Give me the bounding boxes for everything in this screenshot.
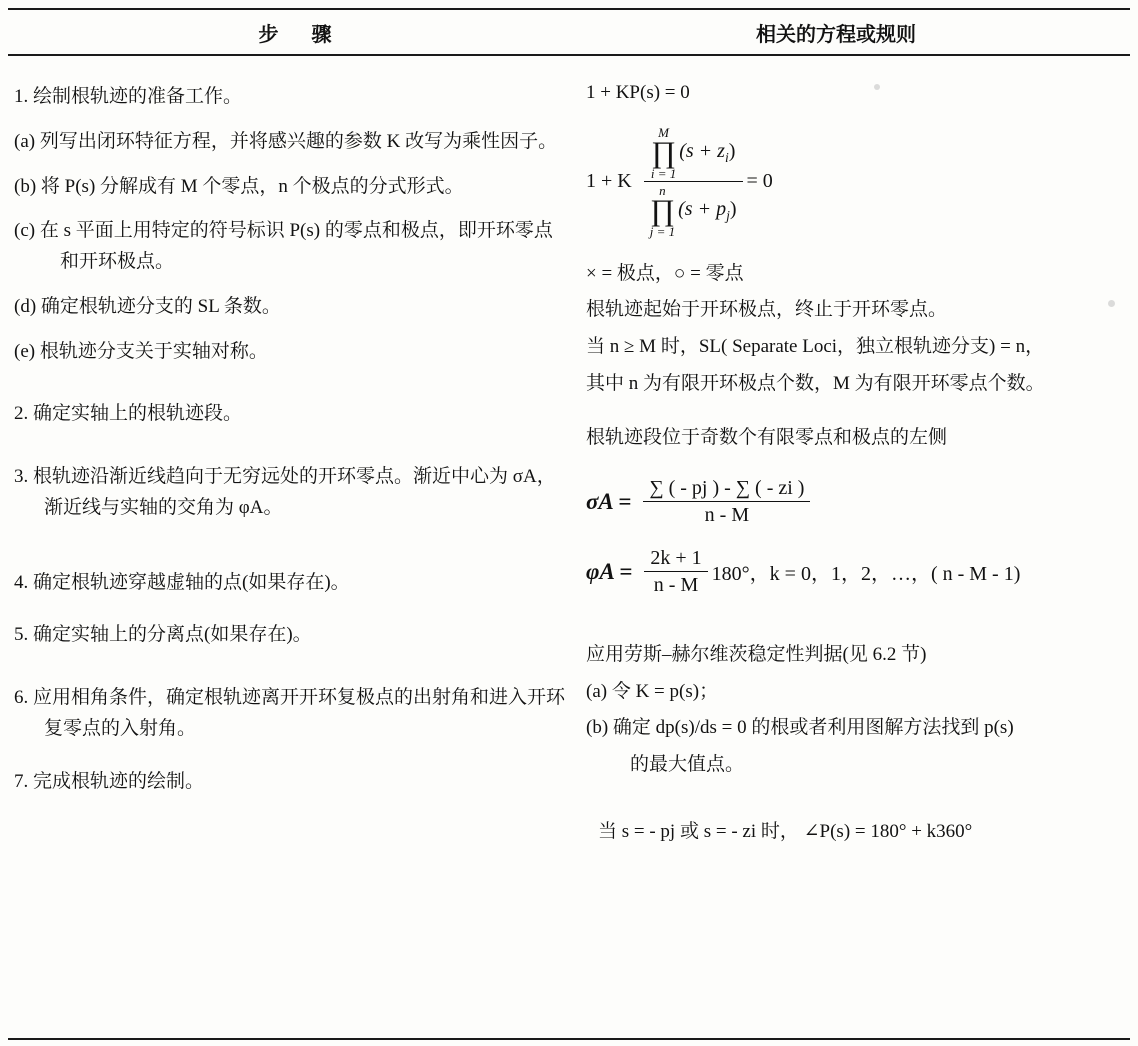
equations-column xyxy=(570,66,1124,1030)
numerator-product-symbol: M ∏ i = 1 xyxy=(650,125,677,181)
steps-column xyxy=(14,66,570,1030)
sl-rule-line1: 当 n ≥ M 时，SL( Separate Loci，独立根轨迹分支) = n， xyxy=(586,335,1045,357)
factored-lead: 1 + K xyxy=(586,170,632,193)
routh-step-b: (b) 确定 dp(s)/ds = 0 的根或者利用图解方法找到 p(s) xyxy=(586,717,1014,739)
routh-step-b-cont: 的最大值点。 xyxy=(630,753,745,775)
numerator-sub: i xyxy=(724,150,729,166)
step-2 xyxy=(14,399,570,430)
step-1d-text: 确定根轨迹分支的 SL 条数。 xyxy=(40,295,281,317)
routh-step-a: (a) 令 K = p(s)； xyxy=(586,680,719,702)
step-6 xyxy=(14,683,570,745)
step-7-text: 完成根轨迹的绘制。 xyxy=(33,770,205,792)
factored-denominator: n ∏ j = 1 $(s + p_j)$ xyxy=(649,182,737,239)
step-1d-num: (d) xyxy=(14,295,37,317)
step-1b-text: 将 P(s) 分解成有 M 个零点，n 个极点的分式形式。 xyxy=(40,175,464,197)
factored-rhs: = 0 xyxy=(746,170,773,193)
table-header xyxy=(8,12,1130,52)
sigma-a-lhs: σA = xyxy=(586,488,632,514)
numerator-term: (s + z xyxy=(679,140,725,163)
phi-a-numerator: 2k + 1 xyxy=(644,547,707,572)
step-1c-num: (c) xyxy=(14,220,36,242)
step-1 xyxy=(14,82,570,113)
step-7-num: 7. xyxy=(14,770,29,792)
sigma-a-formula xyxy=(586,477,1124,527)
denominator-term: (s + p xyxy=(678,197,727,220)
step-1e-text: 根轨迹分支关于实轴对称。 xyxy=(39,340,268,362)
step-1b-num: (b) xyxy=(14,175,37,197)
header-rule xyxy=(8,54,1130,56)
phi-a-fraction xyxy=(644,547,707,597)
step-4-text: 确定根轨迹穿越虚轴的点(如果存在)。 xyxy=(33,571,350,593)
step-5-num: 5. xyxy=(14,624,29,646)
angle-condition xyxy=(586,816,1124,849)
locus-start-end-rule: 根轨迹起始于开环极点，终止于开环零点。 xyxy=(586,299,948,321)
table-body xyxy=(14,66,1124,1030)
real-axis-rule: 根轨迹段位于奇数个有限零点和极点的左侧 xyxy=(586,427,948,449)
top-rule xyxy=(8,8,1130,10)
step-1a-text: 列写出闭环特征方程，并将感兴趣的参数 K 改写为乘性因子。 xyxy=(39,130,558,152)
step-1b xyxy=(14,172,570,203)
step-2-text: 确定实轴上的根轨迹段。 xyxy=(33,403,243,425)
step-3 xyxy=(14,462,570,524)
step-1c-text: 在 s 平面上用特定的符号标识 P(s) 的零点和极点，即开环零点和开环极点。 xyxy=(39,220,553,273)
header-equations: 相关的方程或规则 xyxy=(756,23,916,46)
phi-a-formula xyxy=(586,547,1124,597)
step-1-text: 绘制根轨迹的准备工作。 xyxy=(33,86,243,107)
factored-fraction xyxy=(644,126,743,237)
step-1a-num: (a) xyxy=(14,130,36,152)
step-1e xyxy=(14,337,570,368)
scan-speck xyxy=(1108,300,1115,307)
step-7 xyxy=(14,767,570,798)
phi-a-rest: 180°，k = 0，1，2，…，( n - M - 1) xyxy=(711,563,1021,586)
step-5-text: 确定实轴上的分离点(如果存在)。 xyxy=(33,624,312,646)
angle-condition-text: 当 s = - pj 或 s = - zi 时， ∠P(s) = 180° + k360° xyxy=(598,820,973,842)
phi-a-denominator: n - M xyxy=(653,573,699,596)
sigma-a-numerator: ∑ ( - pj ) - ∑ ( - zi ) xyxy=(643,477,810,502)
step-3-text: 根轨迹沿渐近线趋向于无穷远处的开环零点。渐近中心为 σA，渐近线与实轴的交角为 φA。 xyxy=(33,466,556,518)
step-1-num: 1. xyxy=(14,86,29,107)
denominator-product-symbol: n ∏ j = 1 xyxy=(649,182,676,239)
step-6-num: 6. xyxy=(14,687,29,709)
step-1a xyxy=(14,127,570,158)
header-steps: 步 骤 xyxy=(258,23,346,46)
step-1e-num: (e) xyxy=(14,340,36,362)
step-4 xyxy=(14,568,570,599)
denominator-sub: j xyxy=(726,207,730,223)
phi-a-lhs: φA = xyxy=(586,558,633,584)
step-1c xyxy=(14,216,570,278)
step-5 xyxy=(14,620,570,651)
factored-numerator: M ∏ i = 1 $(s + z_i)$ xyxy=(644,126,743,182)
step-3-num: 3. xyxy=(14,466,29,488)
step-6-text: 应用相角条件，确定根轨迹离开开环复极点的出射角和进入开环复零点的入射角。 xyxy=(33,687,566,739)
sigma-a-denominator: n - M xyxy=(704,503,750,526)
characteristic-equation: 1 + KP(s) = 0 xyxy=(586,82,690,103)
scan-speck xyxy=(874,84,880,90)
sigma-a-fraction xyxy=(643,477,810,527)
step-2-num: 2. xyxy=(14,403,29,425)
sl-rule-line2: 其中 n 为有限开环极点个数，M 为有限开环零点个数。 xyxy=(586,372,1045,394)
step-4-num: 4. xyxy=(14,571,29,593)
factored-equation xyxy=(586,126,1124,237)
routh-hurwitz-note: 应用劳斯–赫尔维茨稳定性判据(见 6.2 节) xyxy=(586,643,927,665)
step-1d xyxy=(14,292,570,323)
symbol-legend: × = 极点，○ = 零点 xyxy=(586,262,744,284)
bottom-rule xyxy=(8,1038,1130,1040)
